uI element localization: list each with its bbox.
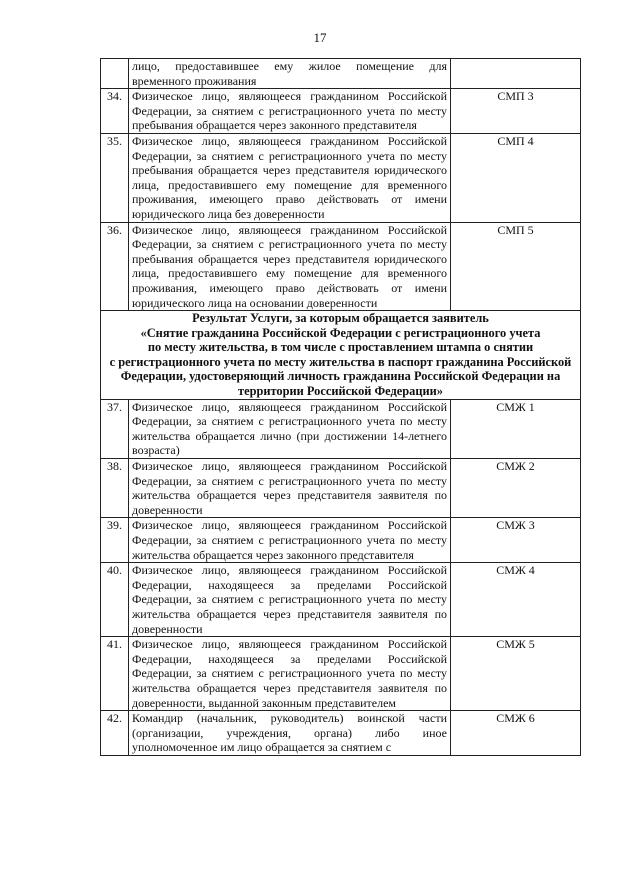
- row-code: СМЖ 2: [451, 459, 581, 518]
- row-number: [101, 59, 129, 89]
- table-row: [101, 59, 581, 89]
- row-description: лицо, предоставившее ему жилое помещение для временного проживания: [129, 59, 451, 89]
- section-heading: [101, 311, 581, 400]
- table-row: [101, 711, 581, 756]
- row-code: СМП 4: [451, 133, 581, 222]
- table-row: [101, 222, 581, 311]
- section-heading-line: с регистрационного учета по месту жительства в паспорт гражданина Российской: [109, 354, 572, 369]
- table-row: [101, 133, 581, 222]
- row-number: 37.: [101, 399, 129, 458]
- row-description: Командир (начальник, руководитель) воинской части (организации, учреждения, органа) либо иное уполномоченное им лицо обращается за снятием с: [129, 711, 451, 756]
- row-number: 41.: [101, 637, 129, 711]
- table-row: [101, 399, 581, 458]
- table-row: [101, 563, 581, 637]
- row-description: Физическое лицо, являющееся гражданином Российской Федерации, за снятием с регистрационного учета по месту жительства обращается через представителя заявителя по доверенности: [129, 459, 451, 518]
- table-row: [101, 518, 581, 563]
- section-heading-line: по месту жительства, в том числе с проставлением штампа о снятии: [147, 340, 534, 355]
- row-description: Физическое лицо, являющееся гражданином Российской Федерации, за снятием с регистрационного учета по месту жительства обращается через законного представителя: [129, 518, 451, 563]
- row-number: 38.: [101, 459, 129, 518]
- page-number: 17: [313, 30, 327, 45]
- row-number: 34.: [101, 89, 129, 134]
- row-description: Физическое лицо, являющееся гражданином Российской Федерации, за снятием с регистрационного учета по месту пребывания обращается через законного представителя: [129, 89, 451, 134]
- row-description: Физическое лицо, являющееся гражданином Российской Федерации, за снятием с регистрационного учета по месту жительства обращается лично (при достижении 14-летнего возраста): [129, 399, 451, 458]
- row-number: 35.: [101, 133, 129, 222]
- row-code: СМП 5: [451, 222, 581, 311]
- row-code: СМЖ 5: [451, 637, 581, 711]
- row-code: СМЖ 4: [451, 563, 581, 637]
- row-code: СМЖ 1: [451, 399, 581, 458]
- row-number: 40.: [101, 563, 129, 637]
- row-code: СМП 3: [451, 89, 581, 134]
- section-heading-line: Результат Услуги, за которым обращается заявитель: [192, 311, 489, 326]
- table-row: [101, 89, 581, 134]
- row-description: Физическое лицо, являющееся гражданином Российской Федерации, за снятием с регистрационного учета по месту пребывания обращается через представителя юридического лица, предоставившего ему помещение для временного проживания, имеющего право действовать от имени юридического лица на основании доверенности: [129, 222, 451, 311]
- section-heading-line: Федерации, удостоверяющий личность гражданина Российской Федерации на: [120, 369, 561, 384]
- row-code: СМЖ 6: [451, 711, 581, 756]
- applicant-variants-table: [100, 58, 581, 756]
- row-number: 36.: [101, 222, 129, 311]
- section-heading-line: «Снятие гражданина Российской Федерации с регистрационного учета: [140, 325, 541, 340]
- table-row: [101, 637, 581, 711]
- row-code: [451, 59, 581, 89]
- row-description: Физическое лицо, являющееся гражданином Российской Федерации, за снятием с регистрационного учета по месту пребывания обращается через представителя юридического лица, предоставившего ему помещение для временного проживания, имеющего право действовать от имени юридического лица без доверенности: [129, 133, 451, 222]
- row-number: 42.: [101, 711, 129, 756]
- row-description: Физическое лицо, являющееся гражданином Российской Федерации, находящееся за пределами Российской Федерации, за снятием с регистрационного учета по месту жительства обращается через представителя заявителя по доверенности, выданной законным представителем: [129, 637, 451, 711]
- row-description: Физическое лицо, являющееся гражданином Российской Федерации, находящееся за пределами Российской Федерации, за снятием с регистрационного учета по месту жительства обращается через представителя заявителя по доверенности: [129, 563, 451, 637]
- section-heading-line: территории Российской Федерации»: [238, 384, 443, 399]
- table-row: [101, 459, 581, 518]
- row-code: СМЖ 3: [451, 518, 581, 563]
- row-number: 39.: [101, 518, 129, 563]
- section-heading-row: [101, 311, 581, 400]
